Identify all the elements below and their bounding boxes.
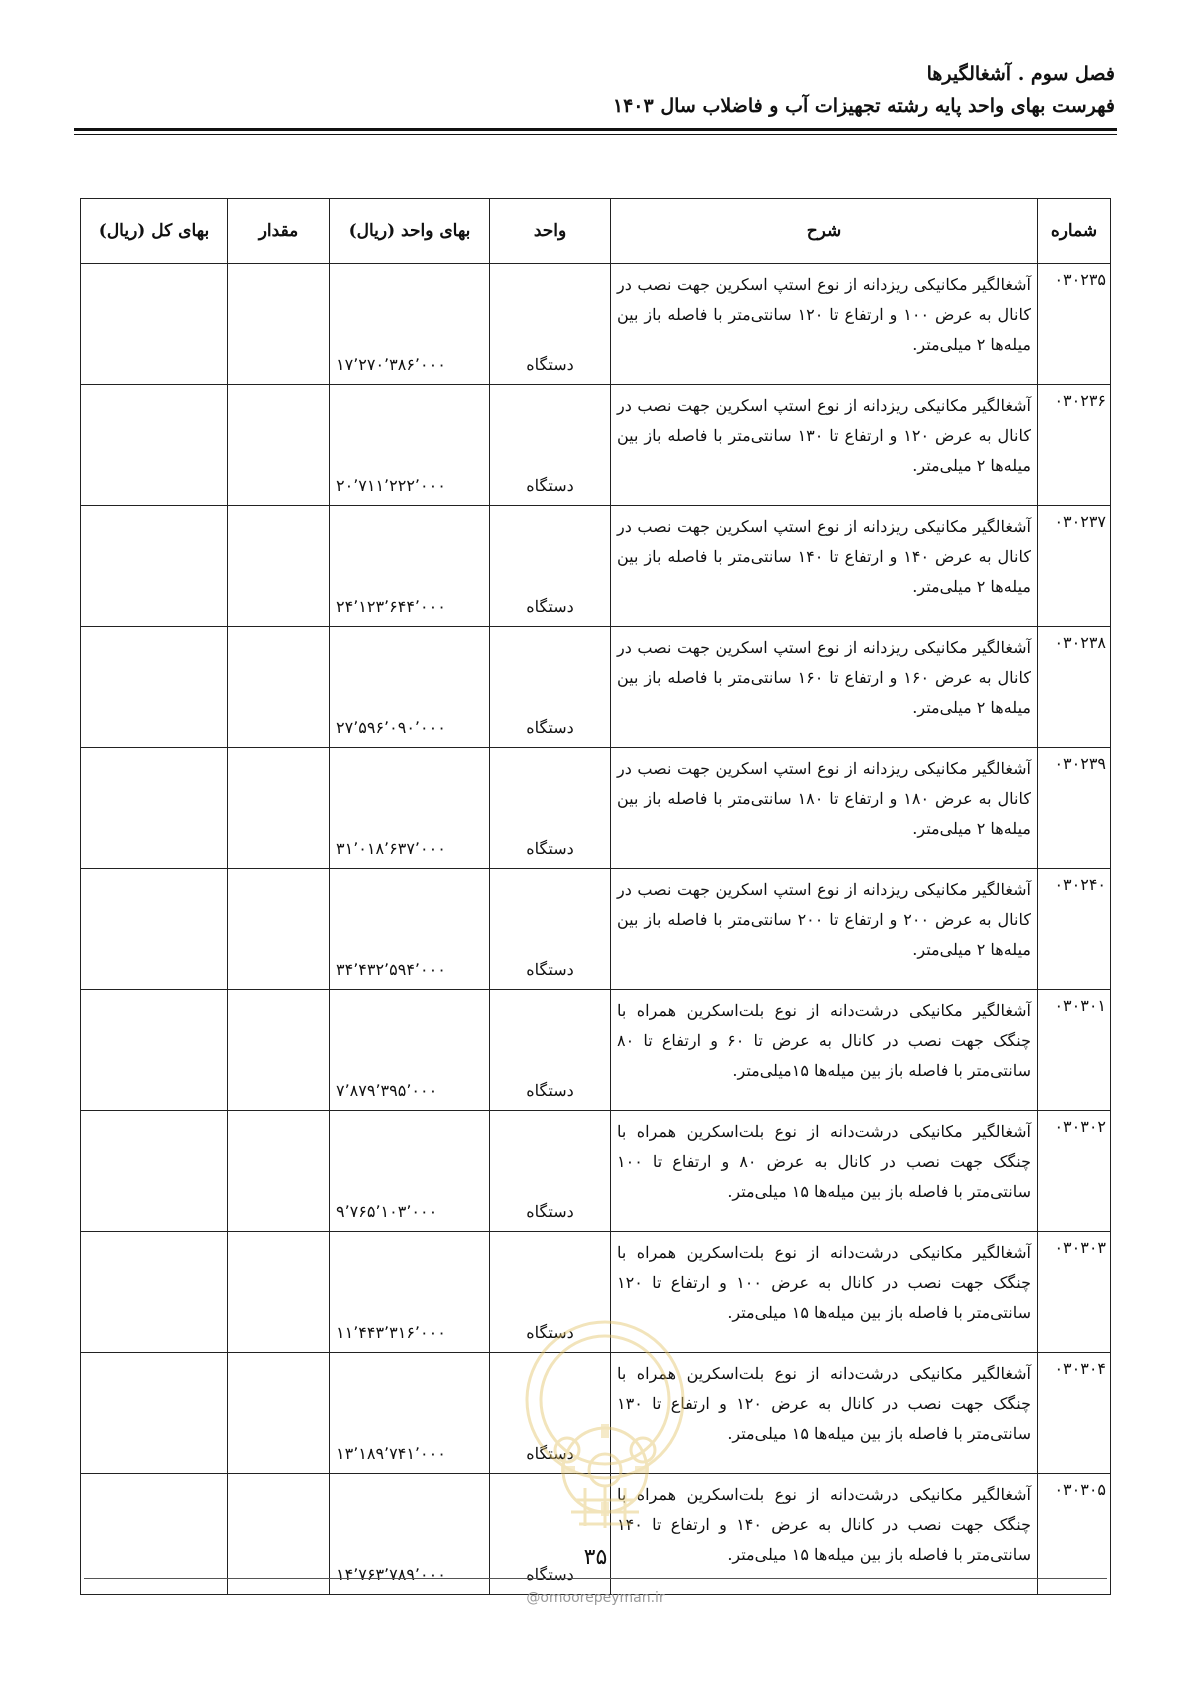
row-description: آشغالگیر مکانیکی درشت‌دانه از نوع بلت‌اسکرین همراه با چنگک جهت نصب در کانال به عرض ۱۲۰ و ارتفاع تا ۱۳۰ سانتی‌متر با فاصله باز بین میله‌ها ۱۵ میلی‌متر.	[611, 1353, 1038, 1474]
row-unit-price: ۲۷٬۵۹۶٬۰۹۰٬۰۰۰	[330, 627, 490, 748]
table-row	[81, 1232, 1111, 1353]
row-description: آشغالگیر مکانیکی ریزدانه از نوع استپ اسکرین جهت نصب در کانال به عرض ۲۰۰ و ارتفاع تا ۲۰۰ سانتی‌متر با فاصله باز بین میله‌ها ۲ میلی‌متر.	[611, 869, 1038, 990]
row-unit: دستگاه	[490, 627, 611, 748]
table-row	[81, 869, 1111, 990]
table-row	[81, 748, 1111, 869]
row-unit: دستگاه	[490, 748, 611, 869]
page-number: ۳۵	[583, 1545, 608, 1570]
row-unit-price: ۳۱٬۰۱۸٬۶۳۷٬۰۰۰	[330, 748, 490, 869]
row-total-price	[81, 264, 228, 385]
footer-rule	[84, 1578, 1107, 1579]
row-code: ۰۳۰۲۳۹	[1038, 748, 1111, 869]
chapter-title: فصل سوم . آشغالگیرها	[926, 63, 1115, 85]
row-description: آشغالگیر مکانیکی ریزدانه از نوع استپ اسکرین جهت نصب در کانال به عرض ۱۴۰ و ارتفاع تا ۱۴۰ سانتی‌متر با فاصله باز بین میله‌ها ۲ میلی‌متر.	[611, 506, 1038, 627]
row-total-price	[81, 1474, 228, 1595]
row-unit: دستگاه	[490, 1353, 611, 1474]
table-row	[81, 1353, 1111, 1474]
row-quantity	[228, 1111, 330, 1232]
row-unit-price: ۹٬۷۶۵٬۱۰۳٬۰۰۰	[330, 1111, 490, 1232]
row-unit-price: ۳۴٬۴۳۲٬۵۹۴٬۰۰۰	[330, 869, 490, 990]
row-unit: دستگاه	[490, 1474, 611, 1595]
row-unit: دستگاه	[490, 1111, 611, 1232]
row-total-price	[81, 506, 228, 627]
header-rule-thin	[74, 134, 1117, 135]
row-unit: دستگاه	[490, 385, 611, 506]
row-quantity	[228, 1474, 330, 1595]
table-row	[81, 1474, 1111, 1595]
table-row	[81, 264, 1111, 385]
row-quantity	[228, 506, 330, 627]
row-unit: دستگاه	[490, 1232, 611, 1353]
row-unit-price: ۲۰٬۷۱۱٬۲۲۲٬۰۰۰	[330, 385, 490, 506]
header-description: شرح	[611, 199, 1038, 264]
row-quantity	[228, 1353, 330, 1474]
row-unit-price: ۱۳٬۱۸۹٬۷۴۱٬۰۰۰	[330, 1353, 490, 1474]
row-code: ۰۳۰۳۰۳	[1038, 1232, 1111, 1353]
header-rule-thick	[74, 128, 1117, 131]
row-code: ۰۳۰۳۰۲	[1038, 1111, 1111, 1232]
price-table	[80, 198, 1111, 1595]
row-description: آشغالگیر مکانیکی ریزدانه از نوع استپ اسکرین جهت نصب در کانال به عرض ۱۰۰ و ارتفاع تا ۱۲۰ سانتی‌متر با فاصله باز بین میله‌ها ۲ میلی‌متر.	[611, 264, 1038, 385]
row-unit: دستگاه	[490, 264, 611, 385]
row-code: ۰۳۰۳۰۴	[1038, 1353, 1111, 1474]
row-description: آشغالگیر مکانیکی ریزدانه از نوع استپ اسکرین جهت نصب در کانال به عرض ۱۸۰ و ارتفاع تا ۱۸۰ سانتی‌متر با فاصله باز بین میله‌ها ۲ میلی‌متر.	[611, 748, 1038, 869]
row-quantity	[228, 264, 330, 385]
row-quantity	[228, 869, 330, 990]
header-unit: واحد	[490, 199, 611, 264]
row-unit-price: ۷٬۸۷۹٬۳۹۵٬۰۰۰	[330, 990, 490, 1111]
header-quantity: مقدار	[228, 199, 330, 264]
row-code: ۰۳۰۲۳۷	[1038, 506, 1111, 627]
header-code: شماره	[1038, 199, 1111, 264]
row-quantity	[228, 627, 330, 748]
row-quantity	[228, 748, 330, 869]
row-unit-price: ۱۷٬۲۷۰٬۳۸۶٬۰۰۰	[330, 264, 490, 385]
header-unit-price: بهای واحد (ریال)	[330, 199, 490, 264]
row-quantity	[228, 990, 330, 1111]
row-code: ۰۳۰۲۴۰	[1038, 869, 1111, 990]
row-description: آشغالگیر مکانیکی درشت‌دانه از نوع بلت‌اسکرین همراه با چنگک جهت نصب در کانال به عرض ۱۴۰ و ارتفاع تا ۱۴۰ سانتی‌متر با فاصله باز بین میله‌ها ۱۵ میلی‌متر.	[611, 1474, 1038, 1595]
table-row	[81, 1111, 1111, 1232]
row-total-price	[81, 1111, 228, 1232]
row-description: آشغالگیر مکانیکی درشت‌دانه از نوع بلت‌اسکرین همراه با چنگک جهت نصب در کانال به عرض ۱۰۰ و ارتفاع تا ۱۲۰ سانتی‌متر با فاصله باز بین میله‌ها ۱۵ میلی‌متر.	[611, 1232, 1038, 1353]
row-code: ۰۳۰۲۳۶	[1038, 385, 1111, 506]
row-total-price	[81, 1353, 228, 1474]
table-row	[81, 506, 1111, 627]
header-total-price: بهای کل (ریال)	[81, 199, 228, 264]
row-description: آشغالگیر مکانیکی درشت‌دانه از نوع بلت‌اسکرین همراه با چنگک جهت نصب در کانال به عرض تا ۶۰ و ارتفاع تا ۸۰ سانتی‌متر با فاصله باز بین میله‌ها ۱۵میلی‌متر.	[611, 990, 1038, 1111]
row-description: آشغالگیر مکانیکی ریزدانه از نوع استپ اسکرین جهت نصب در کانال به عرض ۱۶۰ و ارتفاع تا ۱۶۰ سانتی‌متر با فاصله باز بین میله‌ها ۲ میلی‌متر.	[611, 627, 1038, 748]
table-row	[81, 627, 1111, 748]
page-header	[76, 58, 1115, 122]
row-code: ۰۳۰۳۰۱	[1038, 990, 1111, 1111]
table-row	[81, 990, 1111, 1111]
row-unit-price: ۲۴٬۱۲۳٬۶۴۴٬۰۰۰	[330, 506, 490, 627]
row-description: آشغالگیر مکانیکی درشت‌دانه از نوع بلت‌اسکرین همراه با چنگک جهت نصب در کانال به عرض ۸۰ و ارتفاع تا ۱۰۰ سانتی‌متر با فاصله باز بین میله‌ها ۱۵ میلی‌متر.	[611, 1111, 1038, 1232]
price-list-title: فهرست بهای واحد پایه رشته تجهیزات آب و فاضلاب سال ۱۴۰۳	[612, 95, 1115, 117]
row-total-price	[81, 627, 228, 748]
table-row	[81, 385, 1111, 506]
row-unit: دستگاه	[490, 506, 611, 627]
row-total-price	[81, 990, 228, 1111]
watermark-site-text: @omoorepeyman.ir	[526, 1590, 665, 1606]
row-total-price	[81, 1232, 228, 1353]
row-description: آشغالگیر مکانیکی ریزدانه از نوع استپ اسکرین جهت نصب در کانال به عرض ۱۲۰ و ارتفاع تا ۱۳۰ سانتی‌متر با فاصله باز بین میله‌ها ۲ میلی‌متر.	[611, 385, 1038, 506]
row-unit: دستگاه	[490, 869, 611, 990]
row-unit-price: ۱۴٬۷۶۳٬۷۸۹٬۰۰۰	[330, 1474, 490, 1595]
row-unit-price: ۱۱٬۴۴۳٬۳۱۶٬۰۰۰	[330, 1232, 490, 1353]
row-unit: دستگاه	[490, 990, 611, 1111]
table-header-row	[81, 199, 1111, 264]
row-code: ۰۳۰۲۳۵	[1038, 264, 1111, 385]
row-quantity	[228, 1232, 330, 1353]
row-total-price	[81, 385, 228, 506]
row-code: ۰۳۰۳۰۵	[1038, 1474, 1111, 1595]
row-total-price	[81, 869, 228, 990]
row-total-price	[81, 748, 228, 869]
row-code: ۰۳۰۲۳۸	[1038, 627, 1111, 748]
row-quantity	[228, 385, 330, 506]
